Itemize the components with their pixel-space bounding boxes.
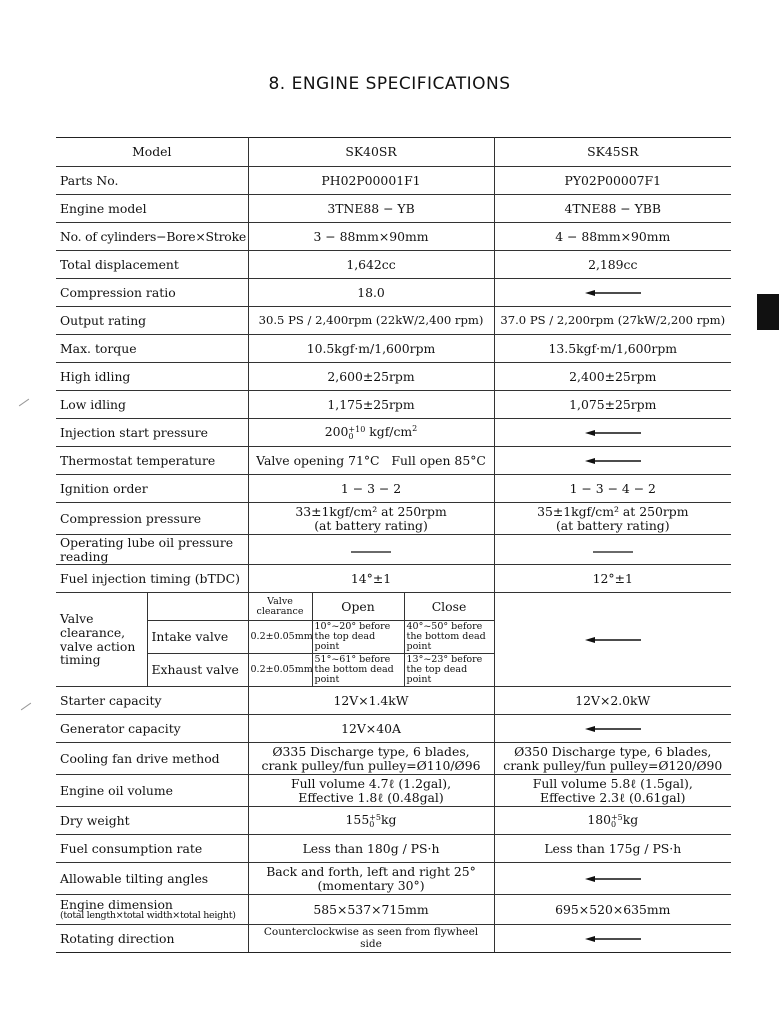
row-label: Fuel injection timing (bTDC)	[56, 565, 248, 593]
table-row	[56, 391, 731, 419]
table-row	[56, 251, 731, 279]
header-col-sk40sr: SK40SR	[248, 138, 494, 167]
table-row	[56, 863, 731, 895]
value-sk40sr: 33±1kgf/cm² at 250rpm (at battery rating)	[248, 503, 494, 535]
value-sk45sr: Less than 175g / PS·h	[494, 835, 731, 863]
value-sk45sr: 13.5kgf·m/1,600rpm	[494, 335, 731, 363]
table-header-row	[56, 138, 731, 167]
value-sk40sr: PH02P00001F1	[248, 167, 494, 195]
value-sk45sr: Full volume 5.8ℓ (1.5gal), Effective 2.3ℓ (0.61gal)	[494, 775, 731, 807]
table-row	[56, 475, 731, 503]
valve-open-header: Open	[312, 593, 404, 621]
row-label: Operating lube oil pressure reading	[56, 535, 248, 565]
row-label: Rotating direction	[56, 925, 248, 953]
row-label: Output rating	[56, 307, 248, 335]
row-label: Allowable tilting angles	[56, 863, 248, 895]
value-sk45sr: 1,075±25rpm	[494, 391, 731, 419]
value-sk40sr: 1 − 3 − 2	[248, 475, 494, 503]
value-sk40sr: 1,175±25rpm	[248, 391, 494, 419]
row-label: Max. torque	[56, 335, 248, 363]
value-sk40sr: 155 +5 0 kg	[248, 807, 494, 835]
table-row	[56, 447, 731, 475]
value-sk40sr: 3 − 88mm×90mm	[248, 223, 494, 251]
table-row	[56, 835, 731, 863]
row-label: Dry weight	[56, 807, 248, 835]
row-label: Injection start pressure	[56, 419, 248, 447]
table-row	[56, 743, 731, 775]
valve-clearance-header: Valve clearance	[248, 593, 312, 621]
table-row	[56, 223, 731, 251]
same-as-left-arrow	[494, 279, 731, 307]
row-label: Cooling fan drive method	[56, 743, 248, 775]
value-sk45sr: PY02P00007F1	[494, 167, 731, 195]
value-sk45sr: 4 − 88mm×90mm	[494, 223, 731, 251]
exhaust-clearance: 0.2±0.05mm	[248, 654, 312, 687]
value-sk40sr: Back and forth, left and right 25° (momentary 30°)	[248, 863, 494, 895]
header-col-sk45sr: SK45SR	[494, 138, 731, 167]
same-as-left-arrow	[494, 863, 731, 895]
value-sk40sr: 10.5kgf·m/1,600rpm	[248, 335, 494, 363]
table-row	[56, 195, 731, 223]
row-label: Engine oil volume	[56, 775, 248, 807]
row-label: Total displacement	[56, 251, 248, 279]
header-model-label: Model	[56, 138, 248, 167]
table-row	[56, 925, 731, 953]
value-sk40sr: Full volume 4.7ℓ (1.2gal), Effective 1.8ℓ (0.48gal)	[248, 775, 494, 807]
row-label: Ignition order	[56, 475, 248, 503]
row-label: No. of cylinders−Bore×Stroke	[56, 223, 248, 251]
value-sk40sr: 3TNE88 − YB	[248, 195, 494, 223]
intake-open: 10°~20° before the top dead point	[312, 621, 404, 654]
exhaust-open: 51°~61° before the bottom dead point	[312, 654, 404, 687]
row-label: Thermostat temperature	[56, 447, 248, 475]
value-sk45sr: Ø350 Discharge type, 6 blades, crank pulley/fun pulley=Ø120/Ø90	[494, 743, 731, 775]
value-sk40sr: 12V×40A	[248, 715, 494, 743]
row-label: Engine dimension (total length×total width×total height)	[56, 895, 248, 925]
same-as-left-arrow	[494, 925, 731, 953]
value-sk40sr: 200 +10 0 kgf/$cm^2$	[248, 419, 494, 447]
exhaust-close: 13°~23° before the top dead point	[404, 654, 494, 687]
dash-value	[248, 535, 494, 565]
value-sk40sr: Less than 180g / PS·h	[248, 835, 494, 863]
spec-table	[56, 137, 731, 953]
row-label: Generator capacity	[56, 715, 248, 743]
valve-section-label: Valve clearance, valve action timing	[56, 593, 147, 687]
valve-blank	[147, 593, 248, 621]
table-row	[56, 565, 731, 593]
value-sk40sr: Counterclockwise as seen from flywheel side	[248, 925, 494, 953]
value-sk45sr: 12V×2.0kW	[494, 687, 731, 715]
value-sk45sr: 4TNE88 − YBB	[494, 195, 731, 223]
value-sk45sr: 695×520×635mm	[494, 895, 731, 925]
same-as-left-arrow	[494, 593, 731, 687]
same-as-left-arrow	[494, 447, 731, 475]
section-edge-tab	[757, 294, 779, 330]
dash-value	[494, 535, 731, 565]
value-sk40sr: 2,600±25rpm	[248, 363, 494, 391]
value-sk45sr: 12°±1	[494, 565, 731, 593]
table-row	[56, 807, 731, 835]
row-label: Fuel consumption rate	[56, 835, 248, 863]
table-row	[56, 895, 731, 925]
table-row	[56, 279, 731, 307]
table-row	[56, 419, 731, 447]
value-sk40sr: 18.0	[248, 279, 494, 307]
row-label: Engine model	[56, 195, 248, 223]
same-as-left-arrow	[494, 419, 731, 447]
value-sk45sr: 2,400±25rpm	[494, 363, 731, 391]
row-label: Low idling	[56, 391, 248, 419]
table-row	[56, 335, 731, 363]
value-sk40sr: 1,642cc	[248, 251, 494, 279]
margin-mark	[19, 399, 29, 407]
value-sk45sr: 180 +5 0 kg	[494, 807, 731, 835]
intake-valve-label: Intake valve	[147, 621, 248, 654]
table-row	[56, 687, 731, 715]
value-sk45sr: 2,189cc	[494, 251, 731, 279]
value-sk40sr: 30.5 PS / 2,400rpm (22kW/2,400 rpm)	[248, 307, 494, 335]
same-as-left-arrow	[494, 715, 731, 743]
row-label: Parts No.	[56, 167, 248, 195]
row-label: High idling	[56, 363, 248, 391]
table-row	[56, 363, 731, 391]
value-sk40sr: 14°±1	[248, 565, 494, 593]
valve-header-row	[56, 593, 731, 621]
table-row	[56, 775, 731, 807]
value-sk45sr: 35±1kgf/cm² at 250rpm (at battery rating)	[494, 503, 731, 535]
valve-close-header: Close	[404, 593, 494, 621]
exhaust-valve-label: Exhaust valve	[147, 654, 248, 687]
row-label: Compression ratio	[56, 279, 248, 307]
intake-close: 40°~50° before the bottom dead point	[404, 621, 494, 654]
value-sk45sr: 1 − 3 − 4 − 2	[494, 475, 731, 503]
table-row	[56, 715, 731, 743]
row-label: Compression pressure	[56, 503, 248, 535]
table-row	[56, 503, 731, 535]
value-sk40sr: Valve opening 71°C Full open 85°C	[248, 447, 494, 475]
table-row	[56, 167, 731, 195]
table-row	[56, 307, 731, 335]
page-title: 8. ENGINE SPECIFICATIONS	[268, 74, 511, 94]
value-sk45sr: 37.0 PS / 2,200rpm (27kW/2,200 rpm)	[494, 307, 731, 335]
value-sk40sr: Ø335 Discharge type, 6 blades, crank pulley/fun pulley=Ø110/Ø96	[248, 743, 494, 775]
value-sk40sr: 585×537×715mm	[248, 895, 494, 925]
intake-clearance: 0.2±0.05mm	[248, 621, 312, 654]
table-row	[56, 535, 731, 565]
row-label: Starter capacity	[56, 687, 248, 715]
value-sk40sr: 12V×1.4kW	[248, 687, 494, 715]
margin-mark	[21, 703, 31, 711]
